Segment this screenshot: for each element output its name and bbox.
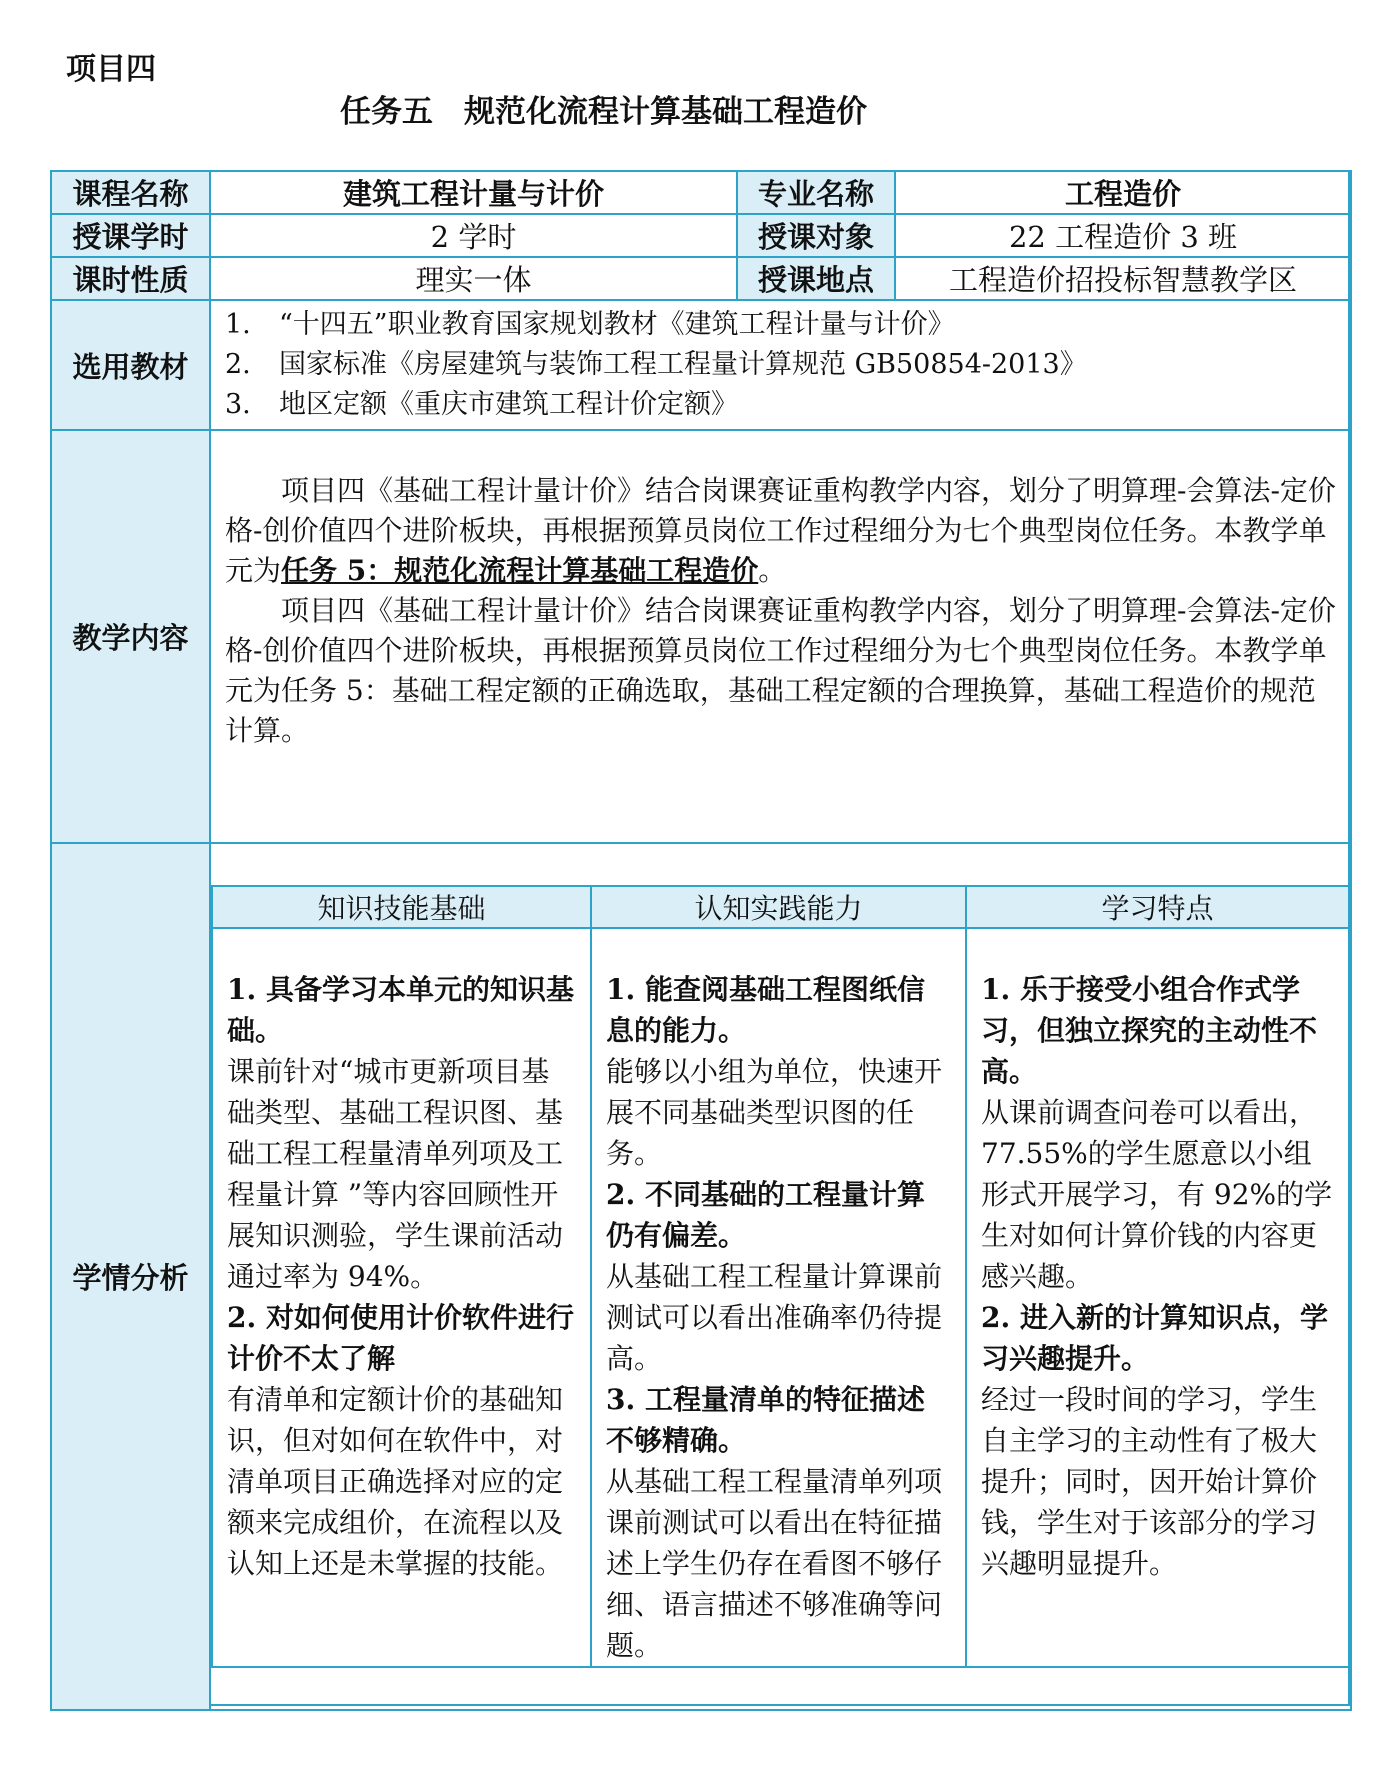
point-text: 从基础工程工程量计算课前测试可以看出准确率仍待提高。 (606, 1260, 943, 1375)
hours-label: 授课学时 (51, 214, 210, 257)
course-name-value: 建筑工程计量与计价 (210, 171, 737, 214)
point-heading: 1. 乐于接受小组合作式学习，但独立探究的主动性不高。 (981, 973, 1318, 1088)
textbooks-list (210, 300, 1351, 430)
analysis-label: 学情分析 (51, 843, 210, 1710)
table-row (51, 171, 1351, 214)
analysis-table (211, 885, 1350, 1668)
point-heading: 1. 能查阅基础工程图纸信息的能力。 (606, 973, 925, 1047)
list-item: 1. “十四五”职业教育国家规划教材《建筑工程计量与计价》 (225, 309, 955, 340)
point-text: 从课前调查问卷可以看出，77.55%的学生愿意以小组形式开展学习，有 92%的学生对如何计算价钱的内容更感兴趣。 (981, 1096, 1333, 1293)
analysis-section (210, 843, 1351, 1710)
analysis-header-learning: 学习特点 (966, 886, 1349, 928)
hours-value: 2 学时 (210, 214, 737, 257)
practice-column (591, 928, 966, 1667)
table-row (51, 214, 1351, 257)
major-name-value: 工程造价 (895, 171, 1351, 214)
place-label: 授课地点 (737, 257, 895, 300)
content-paragraph: 项目四《基础工程计量计价》结合岗课赛证重构教学内容，划分了明算理-会算法-定价格-创价值四个进阶板块，再根据预算员岗位工作过程细分为七个典型岗位任务。本教学单元为任务 5：基础工程定额的正确选取，基础工程定额的合理换算，基础工程造价的规范计算。 (225, 594, 1336, 747)
table-row (51, 843, 1351, 1710)
point-heading: 2. 进入新的计算知识点，学习兴趣提升。 (981, 1301, 1328, 1375)
teaching-content (210, 430, 1351, 843)
table-row (51, 430, 1351, 843)
point-heading: 1. 具备学习本单元的知识基础。 (227, 973, 574, 1047)
target-value: 22 工程造价 3 班 (895, 214, 1351, 257)
major-name-label: 专业名称 (737, 171, 895, 214)
point-heading: 3. 工程量清单的特征描述不够精确。 (606, 1383, 925, 1457)
point-text: 能够以小组为单位，快速开展不同基础类型识图的任务。 (606, 1055, 943, 1170)
point-text: 经过一段时间的学习，学生自主学习的主动性有了极大提升；同时，因开始计算价钱，学生对于该部分的学习兴趣明显提升。 (981, 1383, 1318, 1580)
point-heading: 2. 对如何使用计价软件进行计价不太了解 (227, 1301, 574, 1375)
point-text: 课前针对“城市更新项目基础类型、基础工程识图、基础工程工程量清单列项及工程量计算 ”等内容回顾性开展知识测验，学生课前活动通过率为 94%。 (227, 1055, 564, 1293)
table-row (51, 257, 1351, 300)
list-item: 2. 国家标准《房屋建筑与装饰工程工程量计算规范 GB50854-2013》 (225, 349, 1087, 380)
analysis-header-practice: 认知实践能力 (591, 886, 966, 928)
textbooks-label: 选用教材 (51, 300, 210, 430)
point-text: 从基础工程工程量清单列项课前测试可以看出在特征描述上学生仍存在看图不够仔细、语言描述不够准确等问题。 (606, 1465, 943, 1662)
table-row (51, 300, 1351, 430)
project-label: 项目四 (66, 52, 156, 87)
place-value: 工程造价招投标智慧教学区 (895, 257, 1351, 300)
course-name-label: 课程名称 (51, 171, 210, 214)
nature-label: 课时性质 (51, 257, 210, 300)
learning-column (966, 928, 1349, 1667)
point-heading: 2. 不同基础的工程量计算仍有偏差。 (606, 1178, 925, 1252)
teaching-content-label: 教学内容 (51, 430, 210, 843)
course-info-table (50, 170, 1352, 1711)
point-text: 有清单和定额计价的基础知识，但对如何在软件中，对清单项目正确选择对应的定额来完成组价，在流程以及认知上还是未掌握的技能。 (227, 1383, 564, 1580)
target-label: 授课对象 (737, 214, 895, 257)
analysis-header-knowledge: 知识技能基础 (212, 886, 591, 928)
nature-value: 理实一体 (210, 257, 737, 300)
knowledge-column (212, 928, 591, 1667)
list-item: 3. 地区定额《重庆市建筑工程计价定额》 (225, 389, 738, 420)
content-paragraph: 项目四《基础工程计量计价》结合岗课赛证重构教学内容，划分了明算理-会算法-定价格-创价值四个进阶板块，再根据预算员岗位工作过程细分为七个典型岗位任务。本教学单元为任务 5：规范化流程计算基础工程造价。 (225, 474, 1336, 587)
page-title: 任务五 规范化流程计算基础工程造价 (340, 94, 867, 130)
